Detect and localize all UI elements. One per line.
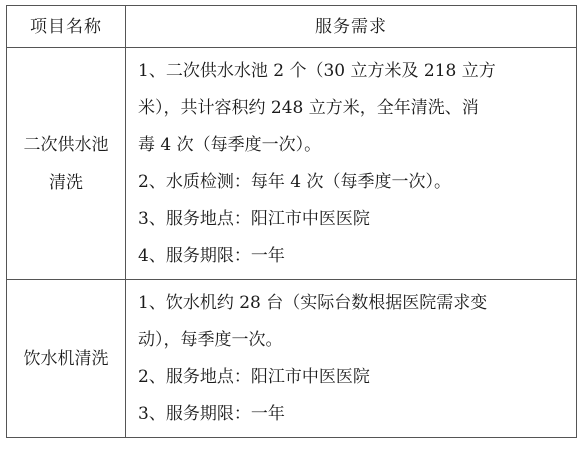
requirement-line: 1、二次供水水池 2 个（30 立方米及 218 立方 bbox=[138, 61, 496, 81]
requirement-line: 4、服务期限：一年 bbox=[138, 246, 285, 266]
project-name-cell bbox=[7, 48, 126, 280]
table-header-row bbox=[7, 6, 577, 48]
requirement-line: 2、水质检测：每年 4 次（每季度一次）。 bbox=[138, 172, 451, 192]
service-requirements-table bbox=[6, 5, 577, 438]
requirements-cell bbox=[126, 48, 577, 280]
table-row-water-dispenser bbox=[7, 280, 577, 438]
requirement-line: 2、服务地点：阳江市中医医院 bbox=[138, 367, 370, 387]
project-name-line: 二次供水池 bbox=[23, 134, 109, 155]
requirement-line: 米），共计容积约 248 立方米，全年清洗、消 bbox=[138, 98, 479, 118]
project-name-line: 清洗 bbox=[49, 172, 83, 193]
requirement-line: 3、服务地点：阳江市中医医院 bbox=[138, 209, 370, 229]
requirement-line: 3、服务期限：一年 bbox=[138, 404, 285, 424]
header-service-requirements: 服务需求 bbox=[126, 6, 577, 48]
requirement-line: 毒 4 次（每季度一次）。 bbox=[138, 135, 322, 155]
table-row-water-tank bbox=[7, 48, 577, 280]
project-name-line: 饮水机清洗 bbox=[23, 348, 109, 369]
requirement-line: 动），每季度一次。 bbox=[138, 330, 283, 350]
header-project-name: 项目名称 bbox=[7, 6, 126, 48]
requirements-cell bbox=[126, 280, 577, 438]
requirement-line: 1、饮水机约 28 台（实际台数根据医院需求变 bbox=[138, 293, 488, 313]
project-name-cell bbox=[7, 280, 126, 438]
